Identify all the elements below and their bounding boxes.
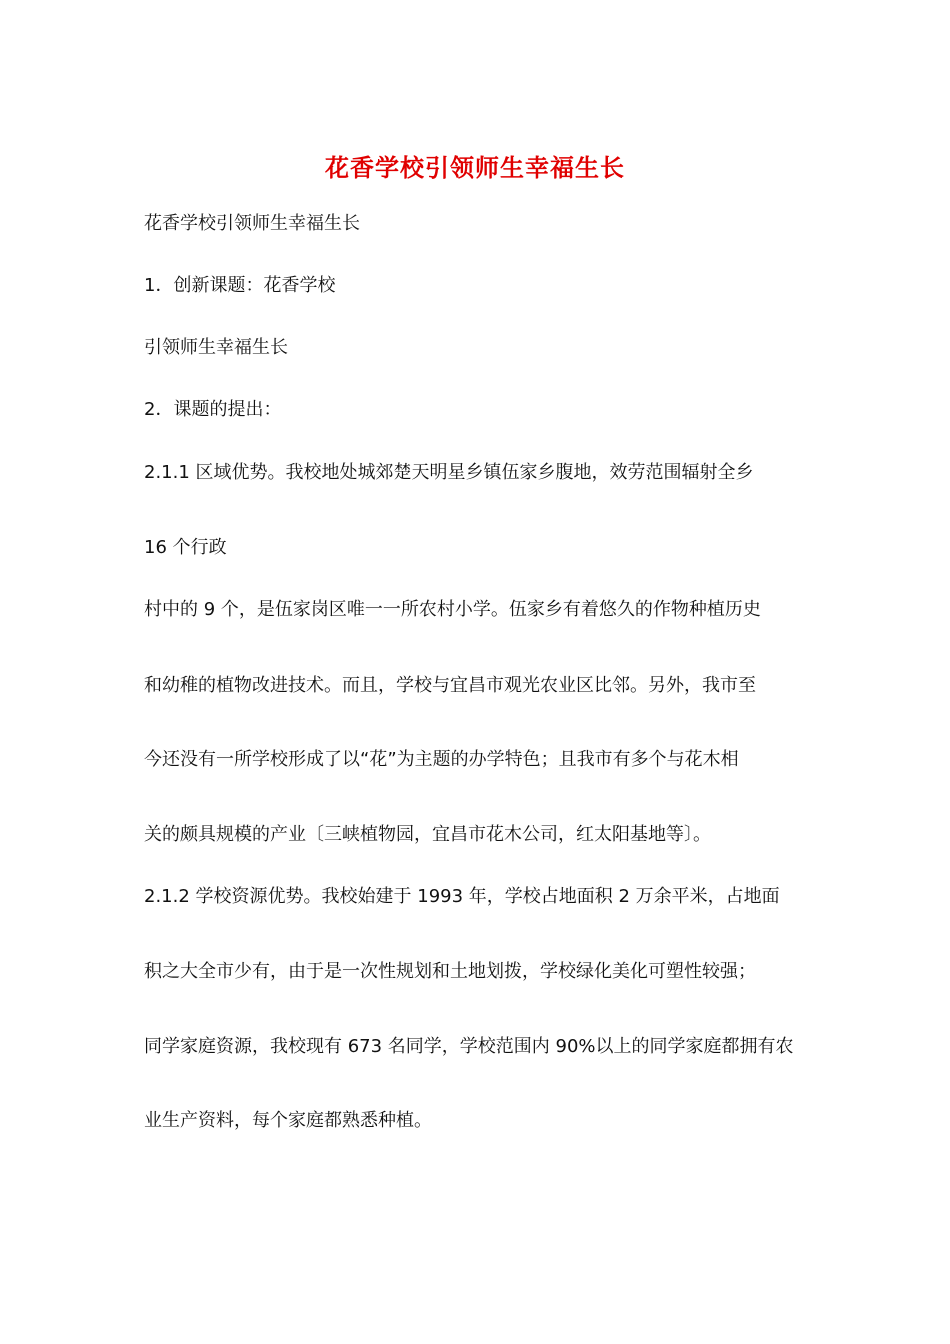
body-line-2-1-1-c: 村中的 9 个，是伍家岗区唯一一所农村小学。伍家乡有着悠久的作物种植历史: [144, 599, 761, 620]
body-line-section-2: 2．课题的提出：: [144, 399, 282, 420]
body-line-2-1-2: 2.1.2 学校资源优势。我校始建于 1993 年，学校占地面积 2 万余平米，占地面: [144, 886, 780, 907]
body-line-2-1-1-e: 今还没有一所学校形成了以“花”为主题的办学特色；且我市有多个与花木相: [144, 749, 739, 770]
body-line-2-1-2-b: 积之大全市少有，由于是一次性规划和土地划拨，学校绿化美化可塑性较强；: [144, 961, 756, 982]
body-line-section-1-cont: 引领师生幸福生长: [144, 337, 288, 358]
body-line-2-1-1-b: 16 个行政: [144, 537, 227, 558]
body-line-subtitle: 花香学校引领师生幸福生长: [144, 213, 360, 234]
body-line-2-1-2-d: 业生产资料，每个家庭都熟悉种植。: [144, 1110, 432, 1131]
body-line-2-1-1-d: 和幼稚的植物改进技术。而且，学校与宜昌市观光农业区比邻。另外，我市至: [144, 675, 756, 696]
body-line-2-1-1: 2.1.1 区域优势。我校地处城郊楚天明星乡镇伍家乡腹地，效劳范围辐射全乡: [144, 462, 754, 483]
body-line-2-1-1-f: 关的颇具规模的产业〔三峡植物园，宜昌市花木公司，红太阳基地等〕。: [144, 824, 711, 845]
document-title: 花香学校引领师生幸福生长: [325, 154, 625, 182]
body-line-2-1-2-c: 同学家庭资源，我校现有 673 名同学，学校范围内 90%以上的同学家庭都拥有农: [144, 1036, 794, 1057]
body-line-section-1: 1．创新课题：花香学校: [144, 275, 336, 296]
